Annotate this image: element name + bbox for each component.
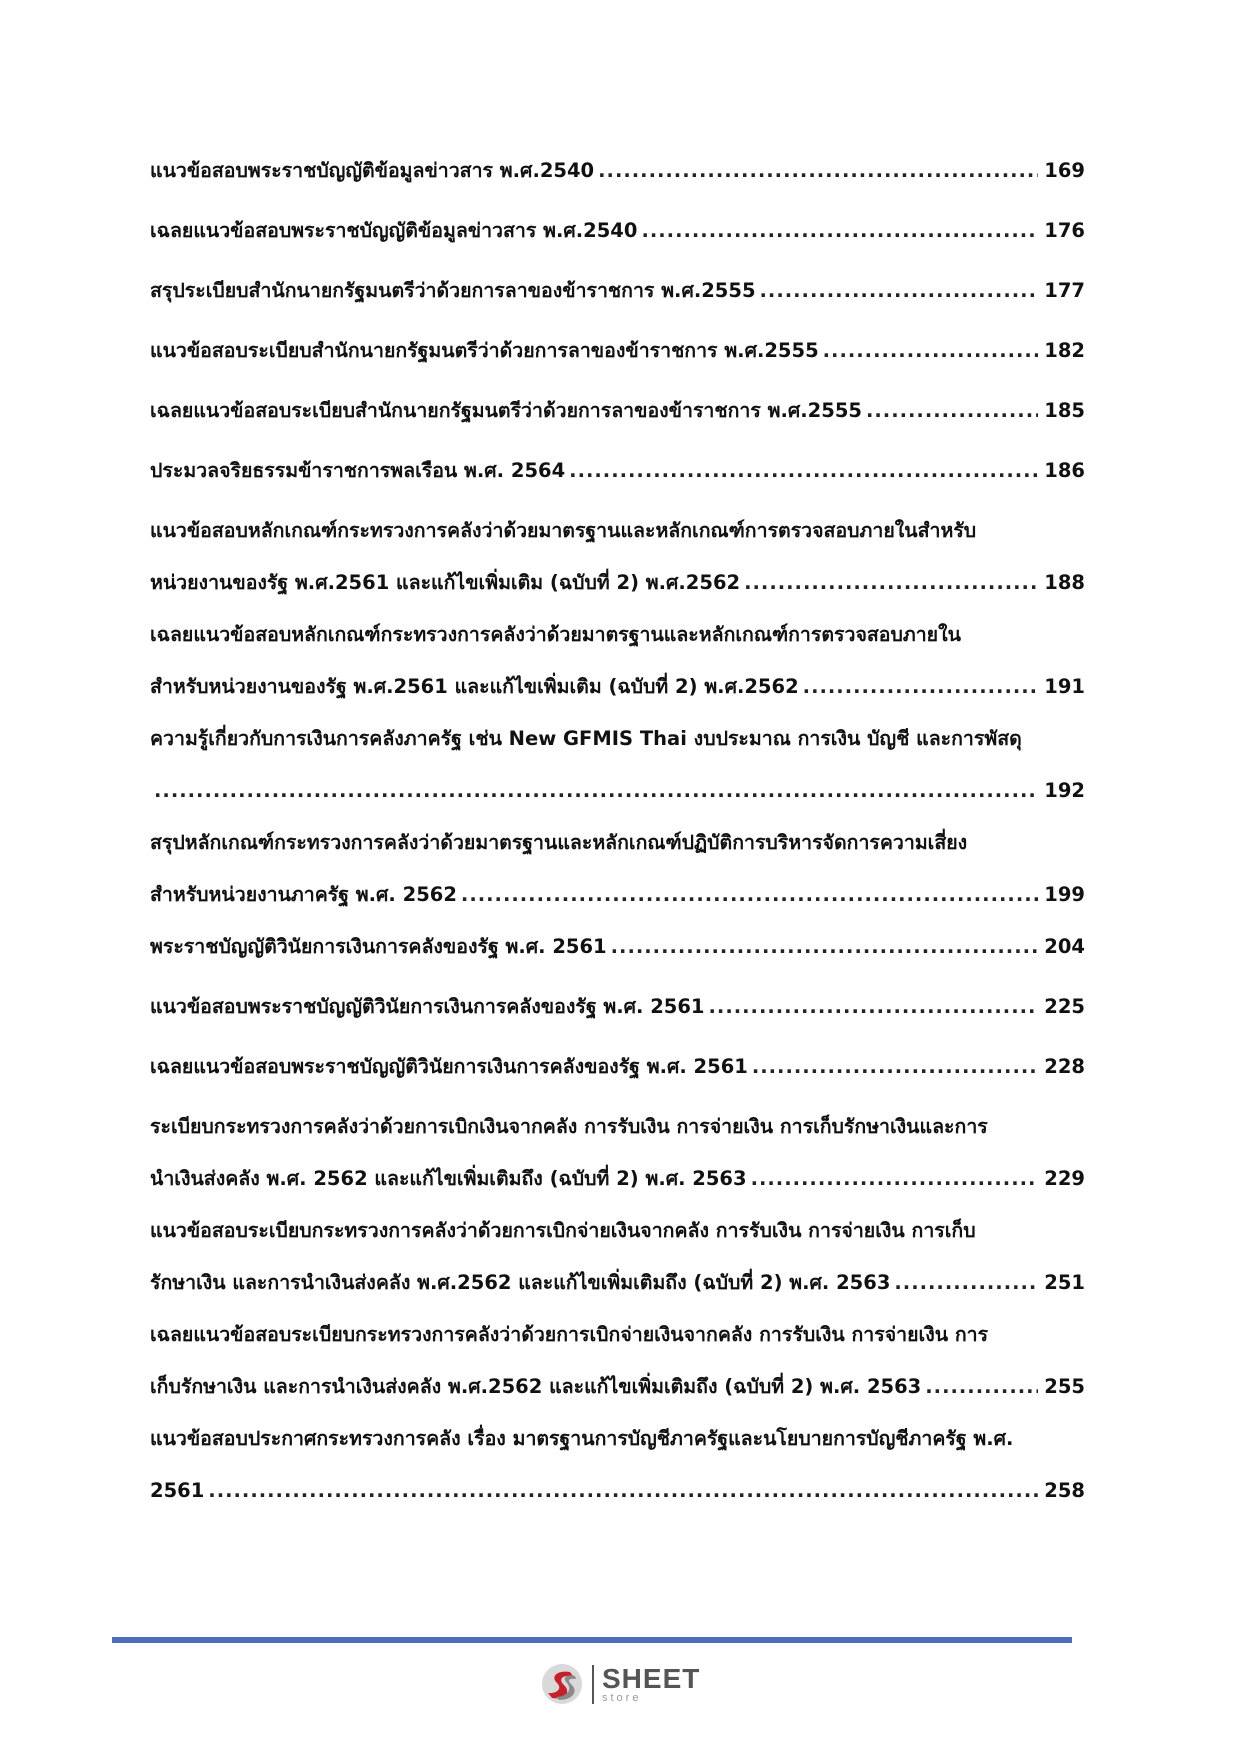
toc-entry[interactable] [150,332,1085,370]
toc-entry[interactable] [150,452,1085,490]
toc-line [150,1472,1085,1510]
toc-entry[interactable] [150,1420,1085,1510]
toc-line [150,1368,1085,1406]
toc-entry[interactable] [150,512,1085,602]
toc-title: ระเบียบกระทรวงการคลังว่าด้วยการเบิกเงินจากคลัง การรับเงิน การจ่ายเงิน การเก็บรักษาเงินและการ [150,1115,992,1138]
toc-page-number: 177 [1038,272,1085,310]
toc-page-number: 176 [1038,212,1085,250]
toc-title: แนวข้อสอบระเบียบสำนักนายกรัฐมนตรีว่าด้วยการลาของข้าราชการ พ.ศ.2555 [150,332,823,370]
toc-leader [569,452,1038,490]
toc-line [150,988,1085,1026]
toc-line [150,272,1085,310]
toc-page-number: 228 [1038,1048,1085,1086]
toc-entry[interactable] [150,1316,1085,1406]
toc-title: ประมวลจริยธรรมข้าราชการพลเรือน พ.ศ. 2564 [150,452,569,490]
toc-leader [611,928,1039,966]
toc-line [150,1316,1085,1354]
toc-page-number: 204 [1038,928,1085,966]
toc-page-number: 192 [1038,772,1085,810]
toc-title: แนวข้อสอบระเบียบกระทรวงการคลังว่าด้วยการเบิกจ่ายเงินจากคลัง การรับเงิน การจ่ายเงิน การเก็บ [150,1219,980,1242]
toc-line [150,152,1085,190]
toc-title: แนวข้อสอบหลักเกณฑ์กระทรวงการคลังว่าด้วยมาตรฐานและหลักเกณฑ์การตรวจสอบภายในสำหรับ [150,519,980,542]
toc-title: สรุประเบียบสำนักนายกรัฐมนตรีว่าด้วยการลาของข้าราชการ พ.ศ.2555 [150,272,760,310]
toc-line [150,512,1085,550]
toc-title: สรุปหลักเกณฑ์กระทรวงการคลังว่าด้วยมาตรฐานและหลักเกณฑ์ปฏิบัติการบริหารจัดการความเสี่ยง [150,831,971,854]
toc-title: เฉลยแนวข้อสอบพระราชบัญญัติข้อมูลข่าวสาร พ.ศ.2540 [150,212,641,250]
toc-line [150,668,1085,706]
toc-line [150,564,1085,602]
toc-entry[interactable] [150,212,1085,250]
toc-entry[interactable] [150,272,1085,310]
toc-entry[interactable] [150,824,1085,914]
toc-title-cont: นำเงินส่งคลัง พ.ศ. 2562 และแก้ไขเพิ่มเติมถึง (ฉบับที่ 2) พ.ศ. 2563 [150,1160,751,1198]
toc-title-cont: เก็บรักษาเงิน และการนำเงินส่งคลัง พ.ศ.2562 และแก้ไขเพิ่มเติมถึง (ฉบับที่ 2) พ.ศ. 2563 [150,1368,925,1406]
toc-line [150,1108,1085,1146]
toc-line [150,1264,1085,1302]
toc-leader [744,564,1038,602]
toc-line [150,1048,1085,1086]
toc-entry[interactable] [150,1108,1085,1198]
toc-entry[interactable] [150,392,1085,430]
toc-line [150,1420,1085,1458]
toc-line [150,772,1085,810]
toc-leader [894,1264,1038,1302]
toc-page-number: 225 [1038,988,1085,1026]
toc-leader [760,272,1039,310]
toc-entry[interactable] [150,1048,1085,1086]
toc-line [150,1212,1085,1250]
toc-line [150,824,1085,862]
toc-leader [866,392,1038,430]
toc-title-cont: หน่วยงานของรัฐ พ.ศ.2561 และแก้ไขเพิ่มเติม (ฉบับที่ 2) พ.ศ.2562 [150,564,744,602]
toc-title: แนวข้อสอบประกาศกระทรวงการคลัง เรื่อง มาตรฐานการบัญชีภาครัฐและนโยบายการบัญชีภาครัฐ พ.ศ. [150,1427,1017,1450]
logo-word: SHEET [602,1662,701,1694]
toc-title: เฉลยแนวข้อสอบระเบียบสำนักนายกรัฐมนตรีว่าด้วยการลาของข้าราชการ พ.ศ.2555 [150,392,866,430]
toc-entry[interactable] [150,616,1085,706]
toc-page-number: 251 [1038,1264,1085,1302]
toc-page-number: 185 [1038,392,1085,430]
toc-title: ความรู้เกี่ยวกับการเงินการคลังภาครัฐ เช่น New GFMIS Thai งบประมาณ การเงิน บัญชี และการพัสดุ [150,727,1026,750]
toc-line [150,1160,1085,1198]
toc-page-number: 182 [1038,332,1085,370]
toc-line [150,876,1085,914]
footer-rule [112,1637,1072,1643]
toc-title: เฉลยแนวข้อสอบระเบียบกระทรวงการคลังว่าด้วยการเบิกจ่ายเงินจากคลัง การรับเงิน การจ่ายเงิน การ [150,1323,992,1346]
toc-page-number: 191 [1038,668,1085,706]
toc-leader [709,988,1039,1026]
toc-entry[interactable] [150,1212,1085,1302]
logo-sub: store [602,1691,642,1704]
toc-page-number: 229 [1038,1160,1085,1198]
toc-page-number: 199 [1038,876,1085,914]
toc-line [150,928,1085,966]
toc-leader [925,1368,1038,1406]
toc-leader [598,152,1038,190]
logo-wordmark [592,1662,701,1704]
toc-page-number: 186 [1038,452,1085,490]
toc-entry[interactable] [150,720,1085,810]
toc-title-cont: สำหรับหน่วยงานภาครัฐ พ.ศ. 2562 [150,876,461,914]
toc-title: แนวข้อสอบพระราชบัญญัติข้อมูลข่าวสาร พ.ศ.2540 [150,152,598,190]
toc-entry[interactable] [150,152,1085,190]
toc-leader [823,332,1039,370]
toc-leader [154,772,1038,810]
sheet-store-logo-icon [540,1662,584,1706]
toc-line [150,332,1085,370]
toc-title-cont: 2561 [150,1472,208,1510]
toc-page-number: 258 [1038,1472,1085,1510]
toc-leader [751,1160,1039,1198]
toc-line [150,616,1085,654]
toc-line [150,452,1085,490]
toc-leader [461,876,1038,914]
toc-page-number: 188 [1038,564,1085,602]
toc-line [150,212,1085,250]
toc-title-cont: รักษาเงิน และการนำเงินส่งคลัง พ.ศ.2562 และแก้ไขเพิ่มเติมถึง (ฉบับที่ 2) พ.ศ. 2563 [150,1264,894,1302]
toc-entry[interactable] [150,988,1085,1026]
toc-page-number: 255 [1038,1368,1085,1406]
toc-title: แนวข้อสอบพระราชบัญญัติวินัยการเงินการคลังของรัฐ พ.ศ. 2561 [150,988,709,1026]
toc-title: เฉลยแนวข้อสอบหลักเกณฑ์กระทรวงการคลังว่าด้วยมาตรฐานและหลักเกณฑ์การตรวจสอบภายใน [150,623,965,646]
toc-entry[interactable] [150,928,1085,966]
toc-leader [752,1048,1038,1086]
toc-page-number: 169 [1038,152,1085,190]
toc-title: เฉลยแนวข้อสอบพระราชบัญญัติวินัยการเงินการคลังของรัฐ พ.ศ. 2561 [150,1048,752,1086]
toc-leader [803,668,1039,706]
toc-title: พระราชบัญญัติวินัยการเงินการคลังของรัฐ พ.ศ. 2561 [150,928,611,966]
toc-leader [641,212,1038,250]
toc-line [150,392,1085,430]
sheet-store-logo [540,1660,700,1708]
toc-leader [208,1472,1038,1510]
toc-line [150,720,1085,758]
toc-title-cont: สำหรับหน่วยงานของรัฐ พ.ศ.2561 และแก้ไขเพิ่มเติม (ฉบับที่ 2) พ.ศ.2562 [150,668,803,706]
